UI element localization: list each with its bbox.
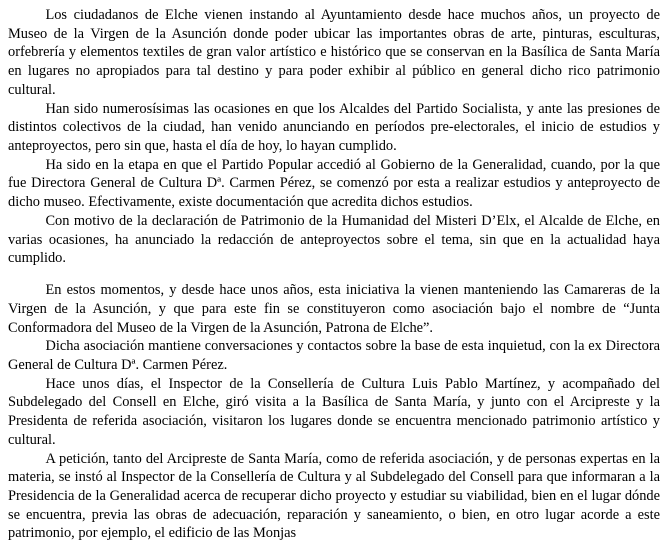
paragraph: Los ciudadanos de Elche vienen instando al Ayuntamiento desde hace muchos años, un proyecto de Museo de la Virgen de la Asunción donde poder ubicar las importantes obras de arte, pinturas, esculturas, orfebrería y elementos textiles de gran valor artístico e histórico que se conservan en la Basílica de Santa María en lugares no apropiados para tal destino y para poder exhibir al público en general dicho rico patrimonio cultural. xyxy=(8,7,660,98)
paragraph: En estos momentos, y desde hace unos años, esta iniciativa la vienen manteniendo las Camareras de la Virgen de la Asunción, y que para este fin se constituyeron como asociación bajo el nombre de “Junta Conformadora del Museo de la Virgen de la Asunción, Patrona de Elche”. xyxy=(8,282,660,336)
document-body xyxy=(8,6,660,543)
paragraph: Han sido numerosísimas las ocasiones en que los Alcaldes del Partido Socialista, y ante las presiones de distintos colectivos de la ciudad, han venido anunciando en períodos pre-electorales, el inicio de estudios y anteproyectos, pero sin que, hasta el día de hoy, lo hayan cumplido. xyxy=(8,100,660,155)
paragraph: Con motivo de la declaración de Patrimonio de la Humanidad del Misteri D’Elx, el Alcalde de Elche, en varias ocasiones, ha anunciado la redacción de anteproyectos sobre el tema, sin que en la actualidad haya cumplido. xyxy=(8,212,660,267)
paragraph: Hace unos días, el Inspector de la Consellería de Cultura Luis Pablo Martínez, y acompañado del Subdelegado del Consell en Elche, giró visita a la Basílica de Santa María, y junto con el Arcipreste y la Presidenta de referida asociación, visitaron los lugares donde se encuentra mencionado patrimonio artístico y cultural. xyxy=(8,375,660,448)
paragraph: A petición, tanto del Arcipreste de Santa María, como de referida asociación, y de personas expertas en la materia, se instó al Inspector de la Consellería de Cultura y al Subdelegado del Consell para que informaran a la Presidencia de la Generalidad acerca de recuperar dicho proyecto y estudiar su viabilidad, bien en el lugar dónde se encuentra, previa las obras de adecuación, reparación y saneamiento, o bien, en otro lugar acorde a este patrimonio, por ejemplo, el edificio de las Monjas xyxy=(8,450,660,542)
paragraph: Dicha asociación mantiene conversaciones y contactos sobre la base de esta inquietud, con la ex Directora General de Cultura Dª. Carmen Pérez. xyxy=(8,338,660,373)
paragraph: Ha sido en la etapa en que el Partido Popular accedió al Gobierno de la Generalidad, cuando, por la que fue Directora General de Cultura Dª. Carmen Pérez, se comenzó por esta a realizar estudios y anteproyecto de dicho museo. Efectivamente, existe documentación que acredita dichos estudios. xyxy=(8,156,660,211)
